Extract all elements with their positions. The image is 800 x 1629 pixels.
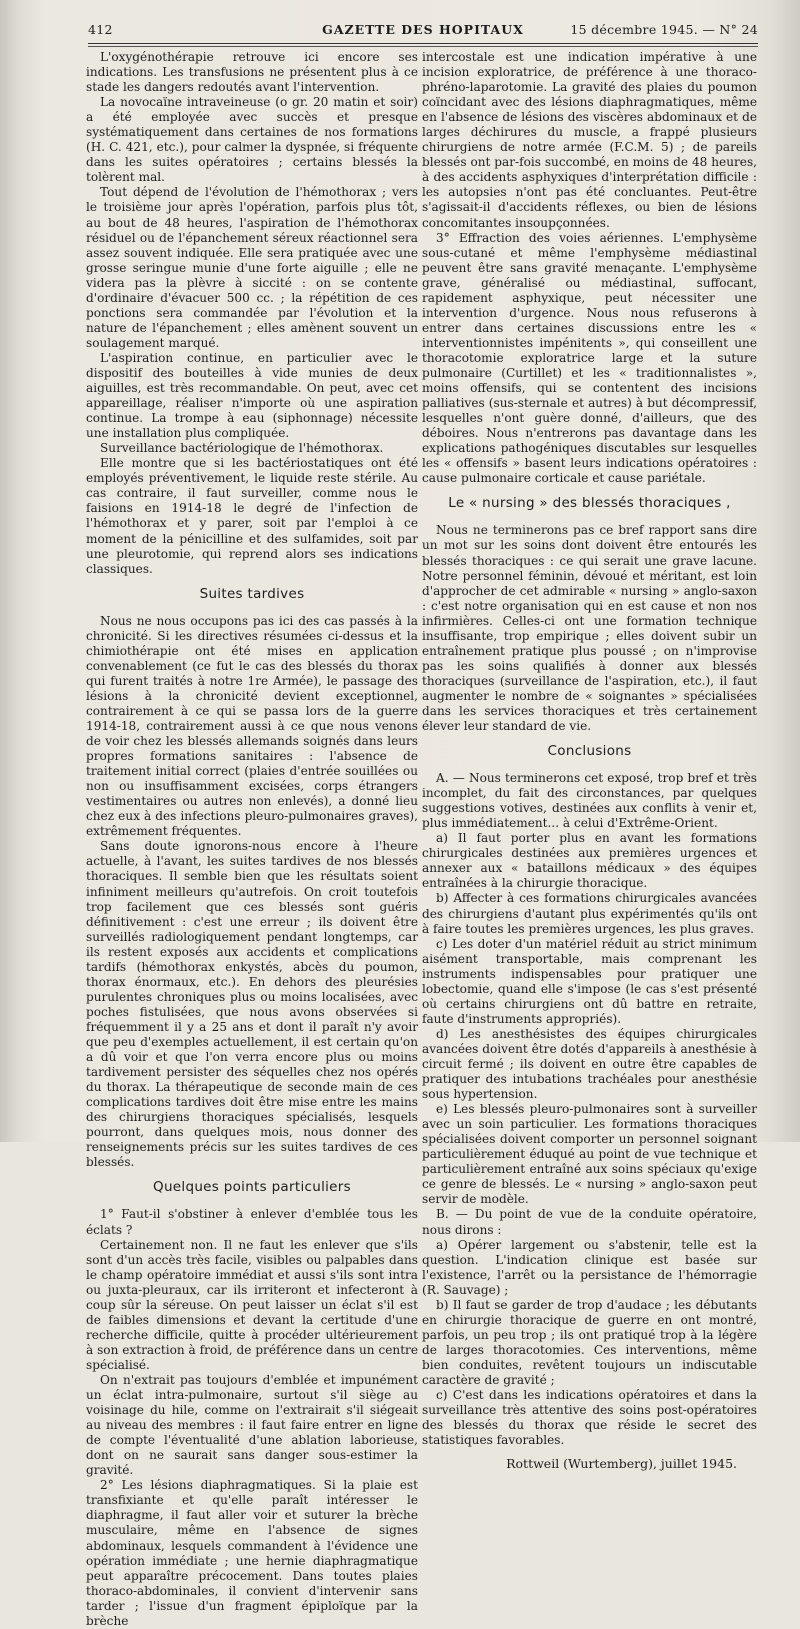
paragraph: Certainement non. Il ne faut les enlever que s'ils sont d'un accès très facile, visibles ou palpables dans le champ opératoire immédiat et aussi s'ils sont intra ou juxta-pleuraux, car ils irriteront et infecteront à coup sûr la séreuse. On peut laisser un éclat s'il est de faibles dimensions et devant la certitude d'une recherche difficile, quitte à procéder ultérieurement à son extraction à froid, de préférence dans un centre spécialisé. <box>86 1237 418 1372</box>
paragraph: Sans doute ignorons-nous encore à l'heure actuelle, à l'avant, les suites tardives de nos blessés thoraciques. Il semble bien que les résultats soient infiniment meilleurs qu'autrefois. On croit toutefois trop facilement que ces blessés sont guéris définitivement : c'est une erreur ; ils doivent être surveillés radiologiquement pendant longtemps, car ils restent exposés aux accidents et complications tardifs (hémothorax enkystés, abcès du poumon, thorax énormaux, etc.). En dehors des pleurésies purulentes chroniques plus ou moins localisées, avec poches fistulisées, que nous avons observées si fréquemment il y a 25 ans et dont il paraît n'y avoir que peu d'exemples actuellement, il est certain qu'on a dû voir et que l'on verra encore plus ou moins tardivement persister des séquelles chez nos opérés du thorax. La thérapeutique de seconde main de ces complications tardives doit être mise entre les mains des chirurgiens thoraciques spécialisés, lesquels pourront, dans quelques mois, nous donner des renseignements précis sur les suites tardives de ces blessés. <box>86 839 418 1170</box>
paragraph: Surveillance bactériologique de l'hémothorax. <box>100 441 384 456</box>
paragraph: a) Il faut porter plus en avant les formations chirurgicales destinées aux premières urgences et annexer aux « bataillons médicaux » des équipes entraînées à la chirurgie thoracique. <box>422 831 757 891</box>
paragraph: e) Les blessés pleuro-pulmonaires sont à surveiller avec un soin particulier. Les formations thoraciques spécialisées doivent comporter un personnel soignant particulièrement éduqué au point de vue technique et particulièrement entraîné aux soins spéciaux qu'exige ce genre de blessés. Le « nursing » anglo-saxon peut servir de modèle. <box>422 1102 757 1207</box>
paragraph: B. — Du point de vue de la conduite opératoire, nous dirons : <box>422 1207 757 1237</box>
paragraph: b) Affecter à ces formations chirurgicales avancées des chirurgiens d'autant plus expérimentés qu'ils ont à faire toutes les premières urgences, les plus graves. <box>422 891 757 936</box>
section-heading-conclusions: Conclusions <box>547 743 632 760</box>
paragraph: 1° Faut-il s'obstiner à enlever d'emblée tous les éclats ? <box>86 1207 418 1237</box>
paragraph: a) Opérer largement ou s'abstenir, telle est la question. L'indication clinique est basée sur l'existence, l'arrêt ou la persistance de l'hémorragie (R. Sauvage) ; <box>422 1237 757 1297</box>
paragraph: Nous ne terminerons pas ce bref rapport sans dire un mot sur les soins dont doivent être entourés les blessés thoraciques : ce qui serait une grave lacune. Notre personnel féminin, dévoué et méritant, est loin d'approcher de cet admirable « nursing » anglo-saxon : c'est notre organisation qui en est cause et non nos infirmières. Celles-ci ont une formation technique insuffisante, trop empirique ; elles doivent subir un entraînement pratique plus poussé ; on n'improvise pas les soins qualifiés à donner aux blessés thoraciques (surveillance de l'aspiration, etc.), il faut augmenter le nombre de « soignantes » spécialisées dans les services thoraciques et très certainement élever leur standard de vie. <box>422 523 757 734</box>
paragraph: 2° Les lésions diaphragmatiques. Si la plaie est transfixiante et qu'elle paraît intéresser le diaphragme, il faut aller voir et suturer la brèche musculaire, même en l'absence de signes abdominaux, lesquels commandent à l'évidence une opération immédiate ; une hernie diaphragmatique peut apparaître précocement. Dans toutes plaies thoraco-abdominales, il convient d'intervenir sans tarder ; l'issue d'un fragment épiploïque par la brèche <box>86 1478 418 1628</box>
section-heading-points-particuliers: Quelques points particuliers <box>153 1179 351 1196</box>
section-heading-nursing: Le « nursing » des blessés thoraciques , <box>448 495 731 512</box>
paragraph: Tout dépend de l'évolution de l'hémothorax ; vers le troisième jour après l'opération, parfois plus tôt, au bout de 48 heures, l'aspiration de l'hémothorax résiduel ou de l'épanchement séreux réactionnel sera assez souvent indiquée. Elle sera pratiquée avec une grosse seringue munie d'une forte aiguille ; elle ne videra pas la plèvre à siccité : on se contente d'ordinaire d'évacuer 500 cc. ; la répétition de ces ponctions sera commandée par l'évolution et la nature de l'épanchement ; elles amènent souvent un soulagement marqué. <box>86 185 418 350</box>
paragraph: La novocaïne intraveineuse (o gr. 20 matin et soir) a été employée avec succès et presque systématiquement dans certaines de nos formations (H. C. 421, etc.), pour calmer la dyspnée, si fréquente dans les suites opératoires ; certains blessés la tolèrent mal. <box>86 95 418 185</box>
left-column <box>86 50 418 1629</box>
paragraph: intercostale est une indication impérative à une incision exploratrice, de préférence à une thoraco-phréno-laparotomie. La gravité des plaies du poumon coïncidant avec des lésions diaphragmatiques, même en l'absence de lésions des viscères abdominaux et de larges déchirures du muscle, a frappé plusieurs chirurgiens de notre armée (F.C.M. 5) ; de pareils blessés ont par-fois succombé, en moins de 48 heures, à des accidents asphyxiques d'interprétation difficile : les autopsies n'ont pas été concluantes. Peut-être s'agissait-il d'accidents réflexes, ou bien de lésions concomitantes insoupçonnées. <box>422 50 757 230</box>
paragraph: On n'extrait pas toujours d'emblée et impunément un éclat intra-pulmonaire, surtout s'il siège au voisinage du hile, comme on l'extrairait s'il siégeait au niveau des membres : il faut faire entrer en ligne de compte l'éventualité d'une ablation laborieuse, dont on ne saurait sans danger sous-estimer la gravité. <box>86 1372 418 1478</box>
paragraph: Nous ne nous occupons pas ici des cas passés à la chronicité. Si les directives résumées ci-dessus et la chimiothérapie ont été mises en application convenablement (ce fut le cas des blessés du thorax qui furent traités à notre 1re Armée), le passage des lésions à la chronicité devient exceptionnel, contrairement à ce qui se passa lors de la guerre 1914-18, contrairement aussi à ce que nous venons de voir chez les blessés allemands soignés dans leurs propres formations sanitaires : l'absence de traitement initial correct (plaies d'entrée souillées ou non ou insuffisamment excisées, corps étrangers vestimentaires ou autres non enlevés), a donné lieu chez eux à des infections pleuro-pulmonaires graves), extrêmement fréquentes. <box>86 613 418 839</box>
right-column <box>422 50 757 1471</box>
header-rule <box>88 43 758 44</box>
header-rule-secondary <box>88 46 758 47</box>
paragraph: 3° Effraction des voies aériennes. L'emphysème sous-cutané et même l'emphysème médiastinal peuvent être sans gravité menaçante. L'emphysème grave, généralisé ou médiastinal, suffocant, rapidement asphyxique, peut nécessiter une intervention d'urgence. Nous nous refuserons à entrer dans certaines discussions entre les « interventionnistes impénitents », qui conseillent une thoracotomie exploratrice large et la suture pulmonaire (Curtillet) et les « traditionnalistes », moins offensifs, qui se contentent des incisions palliatives (sus-sternale et autres) à but décompressif, lesquelles n'ont guère donné, d'ailleurs, que des déboires. Nous n'entrerons pas davantage dans les explications pathogéniques discutables sur lesquelles les « offensifs » basent leurs indications opératoires : cause pulmonaire corticale et cause pariétale. <box>422 230 757 486</box>
section-heading-suites-tardives: Suites tardives <box>199 585 305 602</box>
journal-title: GAZETTE DES HOPITAUX <box>322 22 524 37</box>
paragraph: d) Les anesthésistes des équipes chirurgicales avancées doivent être dotés d'appareils à anesthésie à circuit fermé ; ils doivent en outre être capables de pratiquer des intubations trachéales pour anesthésie sous hypertension. <box>422 1026 757 1102</box>
paragraph: c) Les doter d'un matériel réduit au strict minimum aisément transportable, mais comprenant les instruments indispensables pour pratiquer une lobectomie, quand elle s'impose (le cas s'est présenté où certains chirurgiens ont dû battre en retraite, faute d'instruments appropriés). <box>422 936 757 1026</box>
paragraph: Elle montre que si les bactériostatiques ont été employés préventivement, le liquide reste stérile. Au cas contraire, il faut surveiller, comme nous le faisions en 1914-18 le degré de l'infection de l'hémothorax et y parer, soit par l'emploi à ce moment de la pénicilline et des sulfamides, soit par une pleurotomie, qui reprend alors ses indications classiques. <box>86 456 418 576</box>
paragraph: L'oxygénothérapie retrouve ici encore ses indications. Les transfusions ne présentent plus à ce stade les dangers redoutés avant l'intervention. <box>86 50 418 95</box>
signature-location-date: Rottweil (Wurtemberg), juillet 1945. <box>506 1456 737 1472</box>
page-number: 412 <box>88 22 113 37</box>
paragraph: A. — Nous terminerons cet exposé, trop bref et très incomplet, du fait des circonstances, par quelques suggestions votives, destinées aux conflits à venir et, plus immédiatement... à celui d'Extrême-Orient. <box>422 771 757 831</box>
page-header <box>88 22 758 44</box>
paragraph: c) C'est dans les indications opératoires et dans la surveillance très attentive des soins post-opératoires des blessés du thorax que réside le secret des statistiques favorables. <box>422 1388 757 1448</box>
paragraph: b) Il faut se garder de trop d'audace ; les débutants en chirurgie thoracique de guerre en ont montré, parfois, un peu trop ; ils ont pratiqué trop à la légère de larges thoracotomies. Ces interventions, même bien conduites, revêtent toujours un indiscutable caractère de gravité ; <box>422 1297 757 1387</box>
issue-date: 15 décembre 1945. — N° 24 <box>570 22 758 37</box>
paragraph: L'aspiration continue, en particulier avec le dispositif des bouteilles à vide munies de deux aiguilles, est très recommandable. On peut, avec cet appareillage, réaliser n'importe où une aspiration continue. La trompe à eau (siphonnage) nécessite une installation plus compliquée. <box>86 350 418 441</box>
